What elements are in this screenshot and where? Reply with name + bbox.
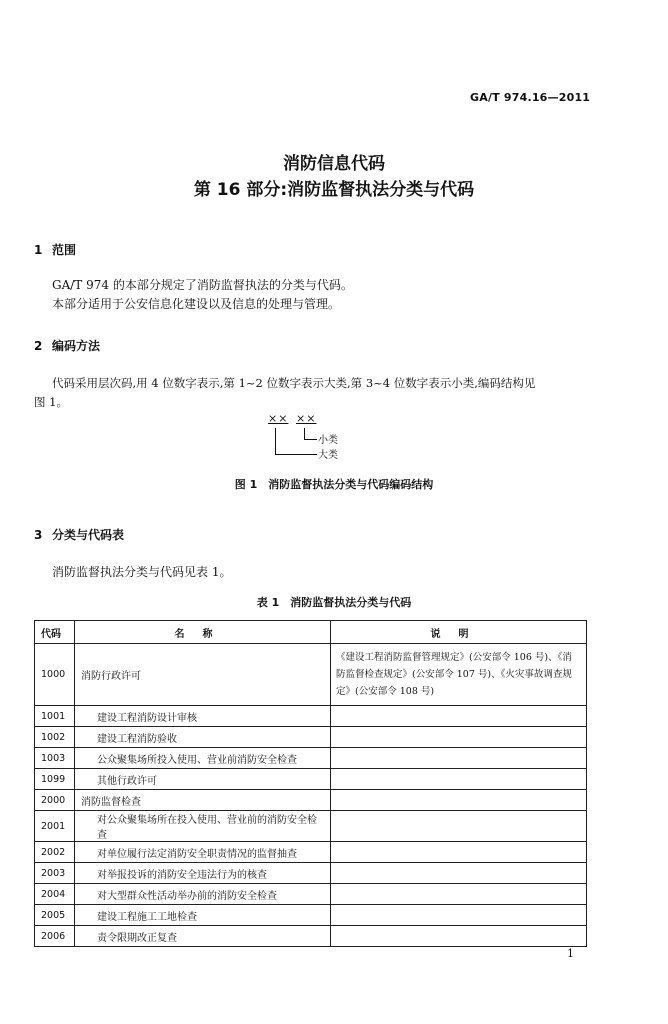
section-1-paragraph-2: 本部分适用于公安信息化建设以及信息的处理与管理。 [52,297,341,311]
table-row [35,884,587,905]
row-description [331,905,587,926]
section-2-paragraph-1-cont: 图 1。 [34,395,68,409]
minor-class-digits: ×× [296,412,317,425]
row-code: 1001 [35,706,75,727]
table-row [35,905,587,926]
section-2-heading [34,337,100,354]
row-description [331,926,587,947]
table-row [35,811,587,842]
table-row [35,863,587,884]
section-number: 1 [34,243,43,257]
row-name: 建设工程施工工地检查 [75,905,331,926]
row-code: 2004 [35,884,75,905]
section-title: 分类与代码表 [52,528,125,542]
row-code: 2000 [35,790,75,811]
row-description [331,863,587,884]
section-2-paragraph-1: 代码采用层次码,用 4 位数字表示,第 1~2 位数字表示大类,第 3~4 位数字表示小类,编码结构见 [52,376,536,390]
header-name: 名称 [75,621,331,644]
page-number: 1 [567,947,574,960]
row-description [331,769,587,790]
document-title: 消防信息代码 [283,154,385,174]
row-name: 消防监督检查 [75,790,331,811]
row-description: 《建设工程消防监督管理规定》(公安部令 106 号)、《消防监督检查规定》(公安部令 107 号)、《火灾事故调查规定》(公安部令 108 号) [331,644,587,706]
minor-class-label: 小类 [318,435,338,446]
row-name: 对大型群众性活动举办前的消防安全检查 [75,884,331,905]
row-description [331,727,587,748]
row-code: 2001 [35,811,75,842]
row-name: 责令限期改正复查 [75,926,331,947]
row-code: 1002 [35,727,75,748]
figure-caption: 图 1 消防监督执法分类与代码编码结构 [234,478,434,491]
row-name: 消防行政许可 [75,644,331,706]
row-code: 2003 [35,863,75,884]
row-description [331,748,587,769]
section-1-heading [34,241,76,258]
section-number: 2 [34,339,43,353]
row-description [331,790,587,811]
section-3-heading [34,526,124,543]
row-description [331,706,587,727]
table-row [35,644,587,706]
row-description [331,884,587,905]
section-title: 范围 [52,243,77,257]
section-1-paragraph-1: GA/T 974 的本部分规定了消防监督执法的分类与代码。 [52,278,353,292]
row-description [331,842,587,863]
section-3-paragraph-1: 消防监督执法分类与代码见表 1。 [52,565,232,579]
standard-number: GA/T 974.16—2011 [470,91,591,104]
row-code: 2006 [35,926,75,947]
table-row [35,706,587,727]
row-name: 对单位履行法定消防安全职责情况的监督抽查 [75,842,331,863]
row-code: 1099 [35,769,75,790]
row-name: 对举报投诉的消防安全违法行为的核查 [75,863,331,884]
classification-code-table [34,620,587,947]
major-class-connector [275,428,276,455]
table-row [35,842,587,863]
table-caption: 表 1 消防监督执法分类与代码 [256,596,412,609]
section-title: 编码方法 [52,339,101,353]
row-code: 1000 [35,644,75,706]
row-code: 2005 [35,905,75,926]
row-name: 公众聚集场所投入使用、营业前消防安全检查 [75,748,331,769]
document-subtitle: 第 16 部分:消防监督执法分类与代码 [193,180,475,200]
row-description [331,811,587,842]
table-header-row [35,621,587,644]
table-row [35,748,587,769]
header-description: 说明 [331,621,587,644]
header-code: 代码 [35,621,75,644]
row-code: 1003 [35,748,75,769]
coding-structure-figure [262,412,382,464]
row-code: 2002 [35,842,75,863]
row-name: 建设工程消防验收 [75,727,331,748]
table-row [35,926,587,947]
row-name: 其他行政许可 [75,769,331,790]
table-row [35,727,587,748]
table-row [35,769,587,790]
section-number: 3 [34,528,43,542]
minor-class-connector-h [304,439,317,440]
row-name: 对公众聚集场所在投入使用、营业前的消防安全检查 [75,811,331,842]
row-name: 建设工程消防设计审核 [75,706,331,727]
major-class-label: 大类 [318,450,338,461]
major-class-connector-h [275,454,317,455]
table-row [35,790,587,811]
major-class-digits: ×× [268,412,289,425]
